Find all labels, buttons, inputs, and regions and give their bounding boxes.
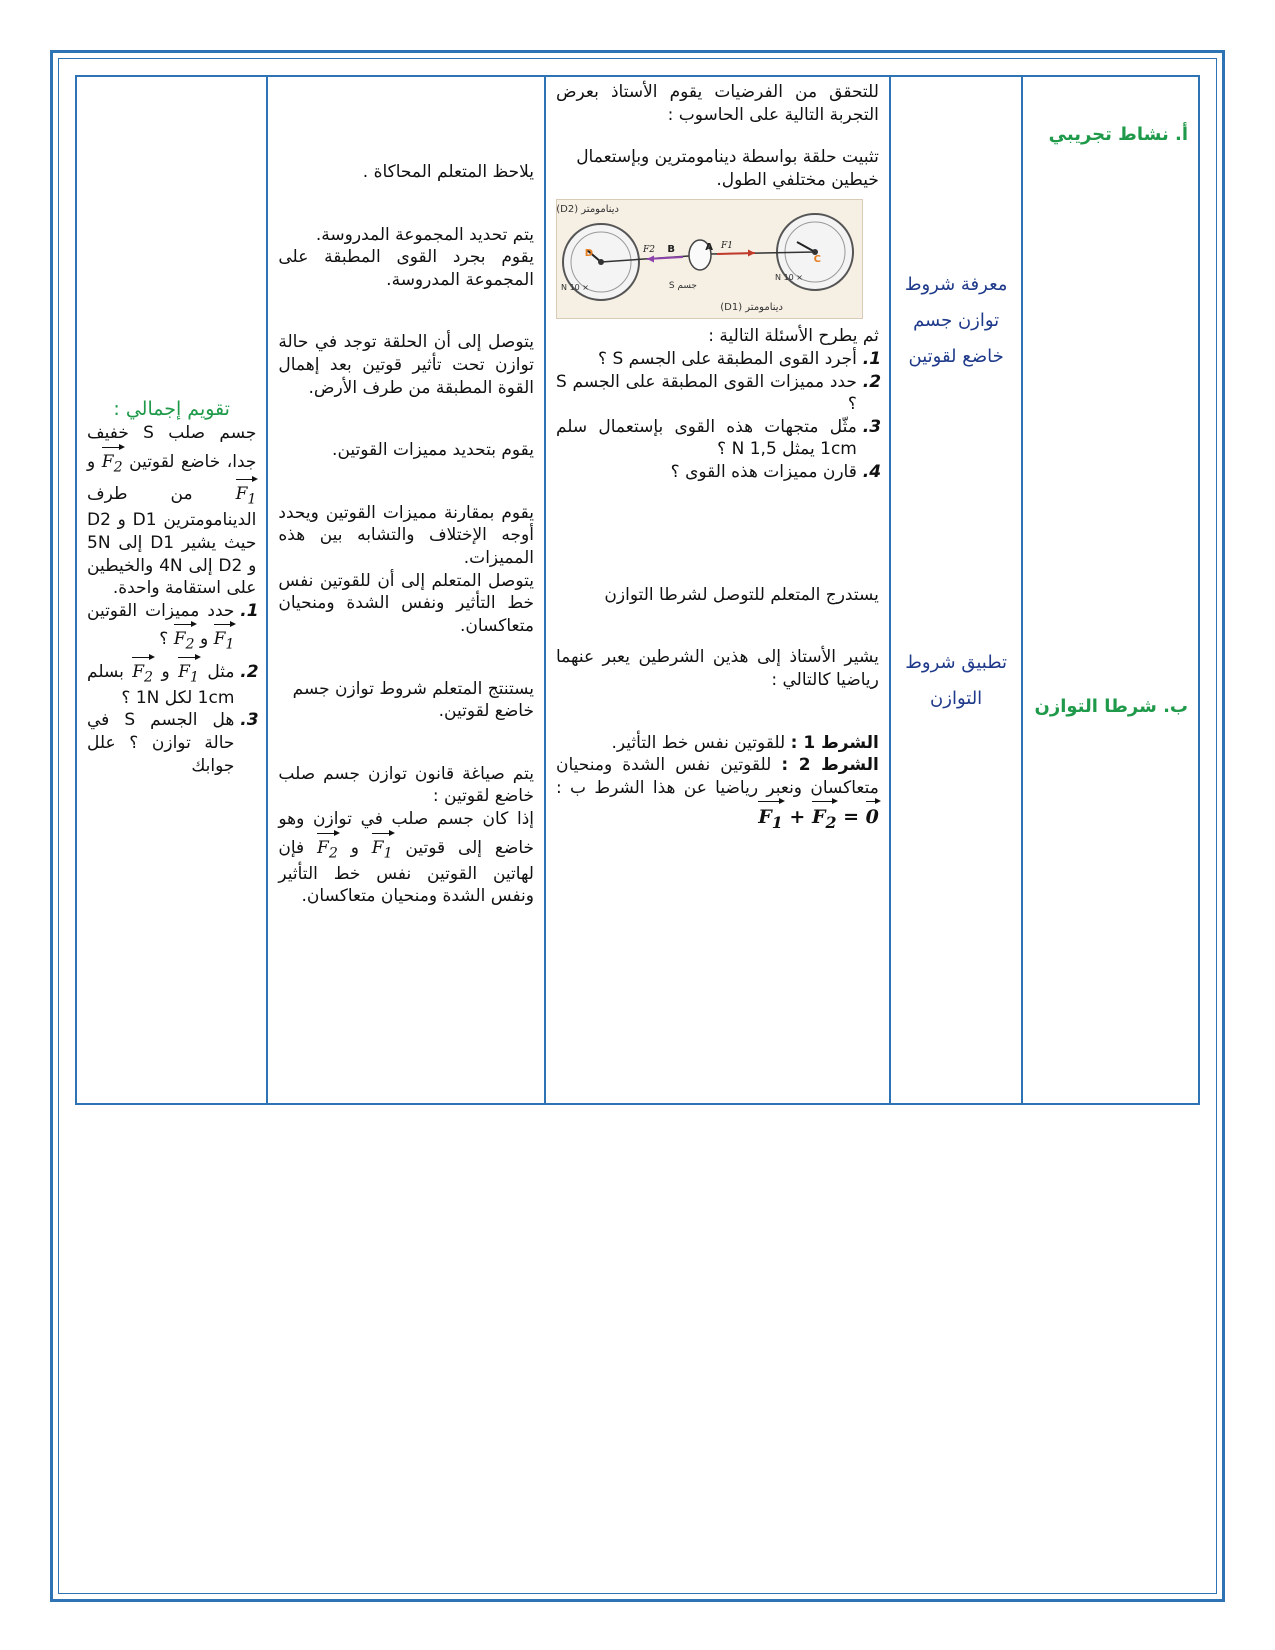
vector-f2-symbol: $F_2$ <box>317 831 338 863</box>
label-point-b: B <box>667 244 675 256</box>
teacher-intro: للتحقق من الفرضيات يقوم الأستاذ بعرض التجربة التالية على الحاسوب : <box>555 82 879 125</box>
assessment-title: تقويم إجمالي : <box>113 398 230 420</box>
assessment-questions <box>87 600 256 778</box>
condition-2-label: الشرط 2 : <box>781 755 879 776</box>
objectives-cell <box>890 76 1022 1104</box>
assessment-statement: جسم صلب S خفيف جدا، خاضع لقوتين $F_2$ و $F_1$ من طرف الدينامومترين D1 و D2 حيث يشير D1 إلى 5N و D2 إلى 4N والخيطين على استقامة واحدة. <box>87 423 257 599</box>
condition-2 <box>556 754 879 833</box>
label-point-d: D <box>584 248 593 260</box>
learner-define-system: يتم تحديد المجموعة المدروسة. <box>315 224 534 245</box>
teacher-indicate: يشير الأستاذ إلى هذين الشرطين يعبر عنهما رياضيا كالتالي : <box>555 647 879 690</box>
label-scale-d1: × 10 N <box>775 273 803 283</box>
label-point-c: C <box>813 254 821 266</box>
teacher-question-4: 4. قارن مميزات هذه القوى ؟ <box>556 461 857 484</box>
learner-conclude-line: يتوصل المتعلم إلى أن للقوتين نفس خط التأثير ونفس الشدة ومنحيان متعاكسان. <box>278 570 534 636</box>
learner-compare: يقوم بمقارنة مميزات القوتين ويحدد أوجه الإختلاف والتشابه بين هذه المميزات. <box>278 502 534 569</box>
objective-know-conditions: معرفة شروط توازن جسم خاضع لقوتين <box>904 274 1008 367</box>
assessment-question-1: 1. حدد مميزات القوتين $F_1$ و $F_2$ ؟ <box>87 600 234 655</box>
label-d2: دينامومتر (D2) <box>556 204 619 216</box>
label-body-s: جسم S <box>668 281 697 292</box>
condition-1-text: للقوتين نفس خط التأثير. <box>611 732 786 753</box>
label-f2: F2 <box>643 245 655 256</box>
teacher-setup: تثبيت حلقة بواسطة دينامومترين وبإستعمال خيطين مختلفي الطول. <box>576 147 879 190</box>
vector-f2-head <box>647 256 654 263</box>
assessment-f1-symbol: $F_1$ <box>236 477 257 509</box>
learner-characteristics: يقوم بتحديد مميزات القوتين. <box>332 440 534 461</box>
learner-law-statement: إذا كان جسم صلب في توازن وهو خاضع إلى قوتين $F_1$ و $F_2$ فإن لهاتين القوتين نفس خط التأثير ونفس الشدة ومنحيان متعاكسان. <box>278 808 535 907</box>
lesson-row <box>76 76 1199 1104</box>
heading-equilibrium-conditions: ب. شرطا التوازن <box>1034 695 1188 717</box>
teacher-question-2: 2. حدد مميزات القوى المطبقة على الجسم S ؟ <box>556 371 857 416</box>
teacher-activities-cell <box>545 76 890 1104</box>
label-d1: دينامومتر (D1) <box>720 302 783 314</box>
teacher-guide: يستدرج المتعلم للتوصل لشرطا التوازن <box>604 584 879 605</box>
learner-inventory-forces: يقوم بجرد القوى المطبقة على المجموعة المدروسة. <box>278 247 534 290</box>
questions-intro: ثم يطرح الأسئلة التالية : <box>708 326 879 347</box>
lesson-table <box>75 75 1200 1105</box>
assessment-question-3: 3. هل الجسم S في حالة توازن ؟ علل جوابك <box>87 709 234 777</box>
assessment-question-2: 2. مثل $F_1$ و $F_2$ بسلم 1cm لكل 1N ؟ <box>87 655 234 710</box>
learner-law-intro: يتم صياغة قانون توازن جسم صلب خاضع لقوتين : <box>278 763 534 807</box>
teacher-questions <box>556 348 879 484</box>
vector-f1-head <box>748 250 755 257</box>
headings-cell <box>1022 76 1199 1104</box>
condition-2-text: للقوتين نفس الشدة ومنحيان متعاكسان ونعبر رياضيا عن هذا الشرط ب : <box>555 755 879 798</box>
learner-activities-cell <box>267 76 545 1104</box>
teacher-question-3: 3. مثّل متجهات هذه القوى بإستعمال سلم 1cm يمثل 1,5 N ؟ <box>556 416 857 461</box>
label-point-a: A <box>705 242 713 254</box>
label-scale-d2: × 10 N <box>561 283 589 293</box>
condition-1 <box>556 732 879 755</box>
condition-1-label: الشرط 1 : <box>790 732 879 753</box>
dynamometer-diagram <box>557 200 862 318</box>
objective-apply-conditions: تطبيق شروط التوازن <box>905 652 1007 709</box>
label-f1: F1 <box>721 241 733 252</box>
equilibrium-equation: $F_1 + F_2 = 0$ <box>758 806 879 828</box>
assessment-cell <box>76 76 267 1104</box>
learner-reach-equilibrium: يتوصل إلى أن الحلقة توجد في حالة توازن تحت تأثير قوتين بعد إهمال القوة المطبقة من طرف الأرض. <box>278 332 534 398</box>
vector-f1-symbol: $F_1$ <box>372 831 393 863</box>
dynamometer-figure <box>556 199 863 319</box>
learner-observe: يلاحظ المتعلم المحاكاة . <box>362 162 534 182</box>
assessment-f2-symbol: $F_2$ <box>102 445 123 477</box>
heading-experimental-activity: أ. نشاط تجريبي <box>1048 124 1188 145</box>
teacher-question-1: 1. أجرد القوى المطبقة على الجسم S ؟ <box>556 348 857 371</box>
learner-deduce-conditions: يستنتج المتعلم شروط توازن جسم خاضع لقوتين. <box>292 678 534 722</box>
